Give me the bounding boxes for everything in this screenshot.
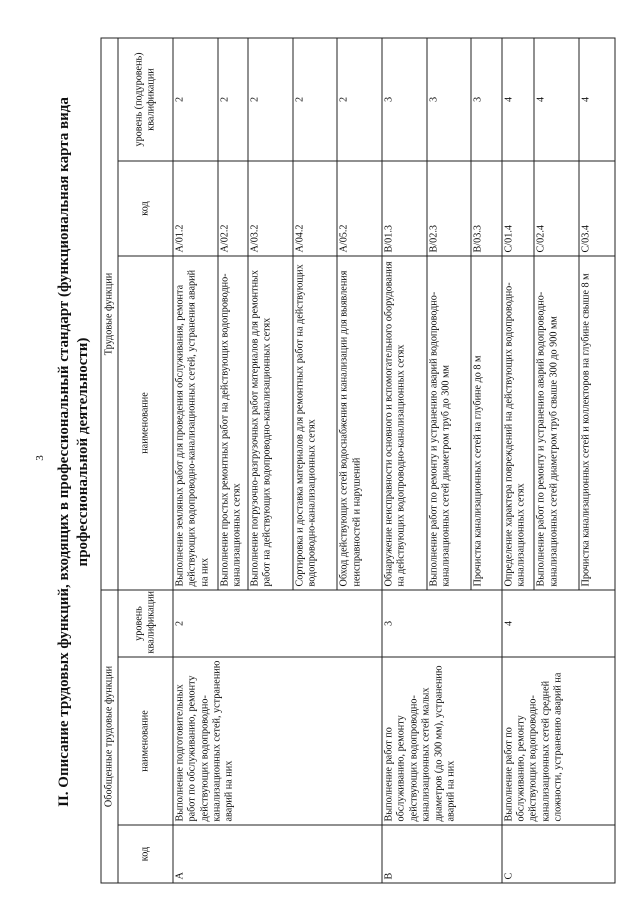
func-level: 2 — [293, 38, 338, 161]
page-number: 3 — [34, 455, 46, 461]
func-name: Выполнение простых ремонтных работ на действующих водопроводно-канализационных сетях — [218, 256, 248, 590]
func-code: B/01.3 — [382, 161, 427, 256]
func-level: 2 — [218, 38, 248, 161]
func-level: 3 — [382, 38, 427, 161]
heading-line-2: профессиональной деятельности) — [75, 337, 91, 567]
func-code: B/02.3 — [427, 161, 472, 256]
func-code: C/03.4 — [579, 161, 615, 256]
header-name: наименование — [118, 657, 172, 825]
func-level: 4 — [534, 38, 579, 161]
functional-map-table-rotated — [101, 39, 616, 884]
header-name2: наименование — [118, 256, 172, 590]
func-name: Выполнение погрузочно-разгрузочных работ материалов для ремонтных работ на действующих водопроводно-канализационных сетях — [248, 256, 293, 590]
func-level: 4 — [579, 38, 615, 161]
func-name: Обход действующих сетей водоснабжения и канализации для выявления неисправностей и нарушений — [337, 256, 382, 590]
func-name: Выполнение земляных работ для проведения обслуживания, ремонта действующих водопроводно-канализационных сетей, устранения аварий на них — [173, 256, 218, 590]
func-code: A/01.2 — [173, 161, 218, 256]
func-name: Выполнение работ по ремонту и устранению аварий водопроводно-канализационных сетей диаметром труб до 300 мм — [427, 256, 472, 590]
gen-level: 4 — [502, 590, 615, 657]
func-level: 2 — [173, 38, 218, 161]
gen-name: Выполнение подготовительных работ по обслуживанию, ремонту действующих водопроводно-канализационных сетей, устранению аварий на них — [173, 657, 382, 825]
heading-line-1: II. Описание трудовых функций, входящих в профессиональный стандарт (функциональная карта вида — [56, 97, 72, 807]
func-name: Выполнение работ по ремонту и устранению аварий водопроводно-канализационных сетей диаметром труб свыше 300 до 900 мм — [534, 256, 579, 590]
table-row — [173, 38, 218, 883]
functional-map-table — [101, 37, 616, 883]
header-code: код — [118, 825, 172, 883]
func-level: 3 — [471, 38, 501, 161]
func-name: Определение характера повреждений на действующих водопроводно-канализационных сетях — [502, 256, 535, 590]
header-sublevel: уровень (подуровень) квалификации — [118, 38, 172, 161]
func-code: B/03.3 — [471, 161, 501, 256]
func-level: 3 — [427, 38, 472, 161]
header-code2: код — [118, 161, 172, 256]
func-code: A/04.2 — [293, 161, 338, 256]
gen-code: В — [382, 825, 502, 883]
func-level: 2 — [248, 38, 293, 161]
gen-level: 3 — [382, 590, 502, 657]
func-code: A/05.2 — [337, 161, 382, 256]
section-heading — [55, 22, 105, 882]
func-code: C/01.4 — [502, 161, 535, 256]
func-level: 4 — [502, 38, 535, 161]
header-labor: Трудовые функции — [101, 38, 118, 590]
gen-name: Выполнение работ по обслуживанию, ремонту действующих водопроводно-канализационных сетей средней сложности, устранению аварий на — [502, 657, 615, 825]
func-name: Прочистка канализационных сетей и коллекторов на глубине свыше 8 м — [579, 256, 615, 590]
table-row — [382, 38, 427, 883]
header-generalized: Обобщенные трудовые функции — [101, 590, 118, 883]
func-code: C/02.4 — [534, 161, 579, 256]
func-code: A/02.2 — [218, 161, 248, 256]
gen-name: Выполнение работ по обслуживанию, ремонту действующих водопроводно-канализационных сетей малых диаметров (до 300 мм), устранению аварий на них — [382, 657, 502, 825]
func-code: A/03.2 — [248, 161, 293, 256]
header-level: уровень квалификации — [118, 590, 172, 657]
gen-code: С — [502, 825, 615, 883]
func-name: Прочистка канализационных сетей на глубине до 8 м — [471, 256, 501, 590]
func-name: Сортировка и доставка материалов для ремонтных работ на действующих водопроводно-канализационных сетях — [293, 256, 338, 590]
gen-code: А — [173, 825, 382, 883]
func-name: Обнаружение неисправности основного и вспомогательного оборудования на действующих водопроводно-канализационных сетях — [382, 256, 427, 590]
func-level: 2 — [337, 38, 382, 161]
table-row — [502, 38, 535, 883]
gen-level: 2 — [173, 590, 382, 657]
